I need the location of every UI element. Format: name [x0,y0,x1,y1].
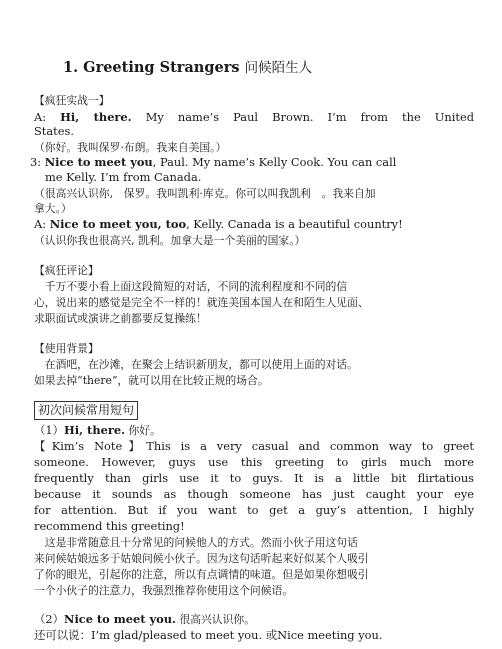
dialogue-text: My name’s Paul Brown. I’m from the United [131,110,474,124]
note-cn-line: 来问候姑娘远多于姑娘问候小伙子。因为这句话听起来好似某个人吸引 [34,552,369,565]
dialogue-text: , Paul. My name’s Kelly Cook. You can call [152,155,397,169]
alternative-phrases: 还可以说：I’m glad/pleased to meet you. 或Nice meeting you. [34,628,383,642]
note-line: because it sounds as though someone has just caught your eye [34,487,474,501]
comment-line: 千万不要小看上面这段简短的对话，不同的流利程度和不同的信 [34,280,348,293]
note-line: for attention. But if you want to get a guy’s attention, I highly [34,503,474,517]
speaker-label: 3: [30,155,45,169]
dialogue-line-a2 [34,217,474,232]
speaker-label: A: [34,217,50,231]
note-cn-line: 一个小伙子的注意力，我强烈推荐你使用这个问候语。 [34,584,294,597]
item-number: （2） [34,612,65,626]
title-english: 1. Greeting Strangers [63,60,240,76]
background-line: 在酒吧，在沙滩，在聚会上结识新朋友，都可以使用上面的对话。 [34,358,358,371]
speaker-label: A: [34,110,61,124]
item-translation: 你好。 [125,424,161,437]
comment-line: 求职面试或演讲之前都要反复操练！ [34,312,207,325]
title-chinese: 问候陌生人 [244,60,313,76]
comment-line: 心，说出来的感觉是完全不一样的！就连美国本国人在和陌生人见面、 [34,296,369,309]
comment-heading: 【疯狂评论】 [34,264,99,277]
dialogue-line-a1-cont: States. [34,124,74,138]
dialogue-line-b-cn: （很高兴认识你, 保罗。我叫凯利·库克。你可以叫我凯利 。我来自加 [34,187,376,200]
item-translation: 很高兴认识你。 [175,613,255,626]
key-phrase: Nice to meet you [44,155,153,169]
dialogue-line-b-cn-cont: 拿大。） [34,202,72,215]
phrases-section-label [34,401,474,421]
key-phrase: Nice to meet you. [64,612,176,626]
page-title [63,60,474,76]
boxed-label: 初次问候常用短句 [34,401,138,420]
note-line: someone. However, guys use this greeting to girls much more [34,455,474,469]
dialogue-line-b-cont: me Kelly. I’m from Canada. [45,170,202,184]
phrase-item-1 [34,423,474,438]
note-line: recommend this greeting! [34,519,185,533]
dialogue-heading: 【疯狂实战一】 [34,94,110,107]
note-cn-line: 这是非常随意且十分常见的问候他人的方式。然而小伙子用这句话 [34,536,358,549]
background-heading: 【使用背景】 [34,342,99,355]
item-number: （1） [34,423,65,437]
key-phrase: Nice to meet you, too [49,217,187,231]
note-cn-line: 了你的眼光，引起你的注意，所以有点调情的味道。但是如果你想吸引 [34,568,369,581]
key-phrase: Hi, there. [64,423,126,437]
dialogue-text: , Kelly. Canada is a beautiful country! [186,217,403,231]
note-line: 【Kim’s Note】This is a very casual and common way to greet [34,439,474,453]
key-phrase: Hi, there. [60,110,132,124]
dialogue-line-a1-cn: （你好。我叫保罗·布朗。我来自美国。） [34,141,227,154]
note-line: frequently than girls use it to guys. It is a little bit flirtatious [34,471,474,485]
phrase-item-2 [34,612,474,627]
dialogue-line-a1 [34,110,474,125]
dialogue-line-b [30,155,474,170]
dialogue-line-a2-cn: （认识你我也很高兴, 凯利。加拿大是一个美丽的国家。） [34,234,306,247]
background-line: 如果去掉“there”，就可以用在比较正规的场合。 [34,374,269,387]
